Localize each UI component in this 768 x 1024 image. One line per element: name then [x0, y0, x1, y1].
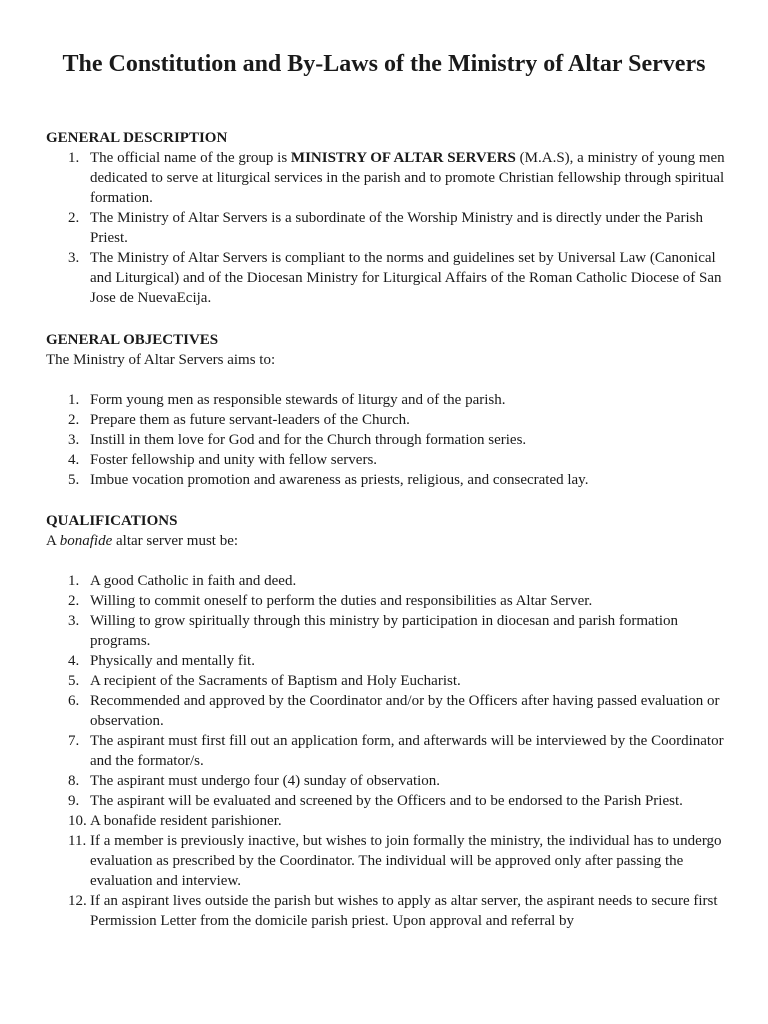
list-item-text: A good Catholic in faith and deed.: [90, 573, 297, 589]
list-item-text: The Ministry of Altar Servers is compliant to the norms and guidelines set by Universal Law (Canonical and Liturgical) and of the Diocesan Ministry for Liturgical Affairs of the Roman Catholic Diocese of San Jose de NuevaEcija.: [90, 250, 722, 306]
list-item-text: Foster fellowship and unity with fellow servers.: [90, 452, 378, 468]
list-item-text: The aspirant must first fill out an application form, and afterwards will be interviewed by the Coordinator and the formator/s.: [90, 733, 724, 769]
list-item: [46, 148, 726, 208]
list-item-number: 2.: [68, 412, 80, 428]
list-item-text: The Ministry of Altar Servers is a subordinate of the Worship Ministry and is directly under the Parish Priest.: [90, 210, 703, 246]
list-item-number: 8.: [68, 773, 80, 789]
list-item-text-post: (M.A.S), a ministry of young men dedicated to serve at liturgical services in the parish and to promote Christian fellowship through spiritual formation.: [90, 150, 725, 206]
list-item-text: A recipient of the Sacraments of Baptism and Holy Eucharist.: [90, 673, 461, 689]
list-item-text-pre: The official name of the group is: [90, 150, 291, 166]
list-item: [46, 470, 726, 490]
list-item: [46, 671, 726, 691]
bonafide-italic: bonafide: [59, 533, 113, 549]
document-title: The Constitution and By-Laws of the Ministry of Altar Servers: [62, 51, 706, 77]
general-objectives-heading: GENERAL OBJECTIVES: [46, 332, 219, 348]
list-item-text: Willing to commit oneself to perform the duties and responsibilities as Altar Server.: [90, 593, 593, 609]
list-item-text: Physically and mentally fit.: [90, 653, 255, 669]
general-description-section: [46, 128, 726, 308]
list-item-number: 9.: [68, 793, 80, 809]
list-item: [46, 691, 726, 731]
list-item-number: 1.: [68, 392, 80, 408]
general-objectives-section: [46, 330, 726, 490]
list-item-number: 4.: [68, 653, 80, 669]
list-item-number: 6.: [68, 693, 80, 709]
list-item-text: If an aspirant lives outside the parish but wishes to apply as altar server, the aspirant needs to secure first Permission Letter from the domicile parish priest. Upon approval and referral by: [90, 893, 718, 929]
ministry-name-bold: MINISTRY OF ALTAR SERVERS: [290, 150, 516, 166]
list-item-text: Prepare them as future servant-leaders of the Church.: [90, 412, 410, 428]
qualifications-list: [46, 571, 726, 931]
intro-text-pre: A: [46, 533, 60, 549]
list-item: [46, 450, 726, 470]
list-item: [46, 891, 726, 931]
general-description-list: [46, 148, 726, 308]
general-objectives-intro: The Ministry of Altar Servers aims to:: [46, 352, 276, 368]
list-item-text: The aspirant will be evaluated and screened by the Officers and to be endorsed to the Parish Priest.: [90, 793, 683, 809]
list-item-text: Instill in them love for God and for the Church through formation series.: [90, 432, 527, 448]
list-item: [46, 731, 726, 771]
list-item: [46, 771, 726, 791]
list-item-text: If a member is previously inactive, but wishes to join formally the ministry, the individual has to undergo evaluation as prescribed by the Coordinator. The individual will be approved only after passing the evaluation and interview.: [90, 833, 722, 889]
list-item: [46, 430, 726, 450]
list-item: [46, 791, 726, 811]
list-item-number: 5.: [68, 472, 80, 488]
list-item: [46, 651, 726, 671]
list-item-number: 2.: [68, 210, 80, 226]
qualifications-section: [46, 511, 726, 931]
list-item-number: 12.: [68, 893, 87, 909]
list-item: [46, 208, 726, 248]
list-item-text: Willing to grow spiritually through this ministry by participation in diocesan and parish formation programs.: [90, 613, 679, 649]
general-description-heading: GENERAL DESCRIPTION: [46, 130, 228, 146]
list-item-number: 1.: [68, 573, 80, 589]
list-item: [46, 410, 726, 430]
list-item: [46, 811, 726, 831]
qualifications-intro: [46, 531, 726, 551]
list-item: [46, 591, 726, 611]
list-item-number: 3.: [68, 250, 80, 266]
qualifications-heading: QUALIFICATIONS: [46, 513, 178, 529]
list-item-text: Imbue vocation promotion and awareness as priests, religious, and consecrated lay.: [90, 472, 589, 488]
list-item: [46, 390, 726, 410]
list-item-number: 3.: [68, 432, 80, 448]
intro-text-post: altar server must be:: [112, 533, 239, 549]
list-item: [46, 571, 726, 591]
list-item-text: A bonafide resident parishioner.: [90, 813, 282, 829]
list-item-text: Form young men as responsible stewards of liturgy and of the parish.: [90, 392, 506, 408]
general-objectives-list: [46, 390, 726, 490]
list-item: [46, 248, 726, 308]
list-item-number: 1.: [68, 150, 80, 166]
list-item: [46, 831, 726, 891]
list-item-text: The aspirant must undergo four (4) sunday of observation.: [90, 773, 441, 789]
list-item-number: 7.: [68, 733, 80, 749]
list-item-number: 11.: [68, 833, 87, 849]
list-item-number: 3.: [68, 613, 80, 629]
list-item-number: 4.: [68, 452, 80, 468]
list-item-text: Recommended and approved by the Coordinator and/or by the Officers after having passed evaluation or observation.: [90, 693, 720, 729]
list-item: [46, 611, 726, 651]
list-item-number: 5.: [68, 673, 80, 689]
list-item-number: 10.: [68, 813, 87, 829]
list-item-number: 2.: [68, 593, 80, 609]
